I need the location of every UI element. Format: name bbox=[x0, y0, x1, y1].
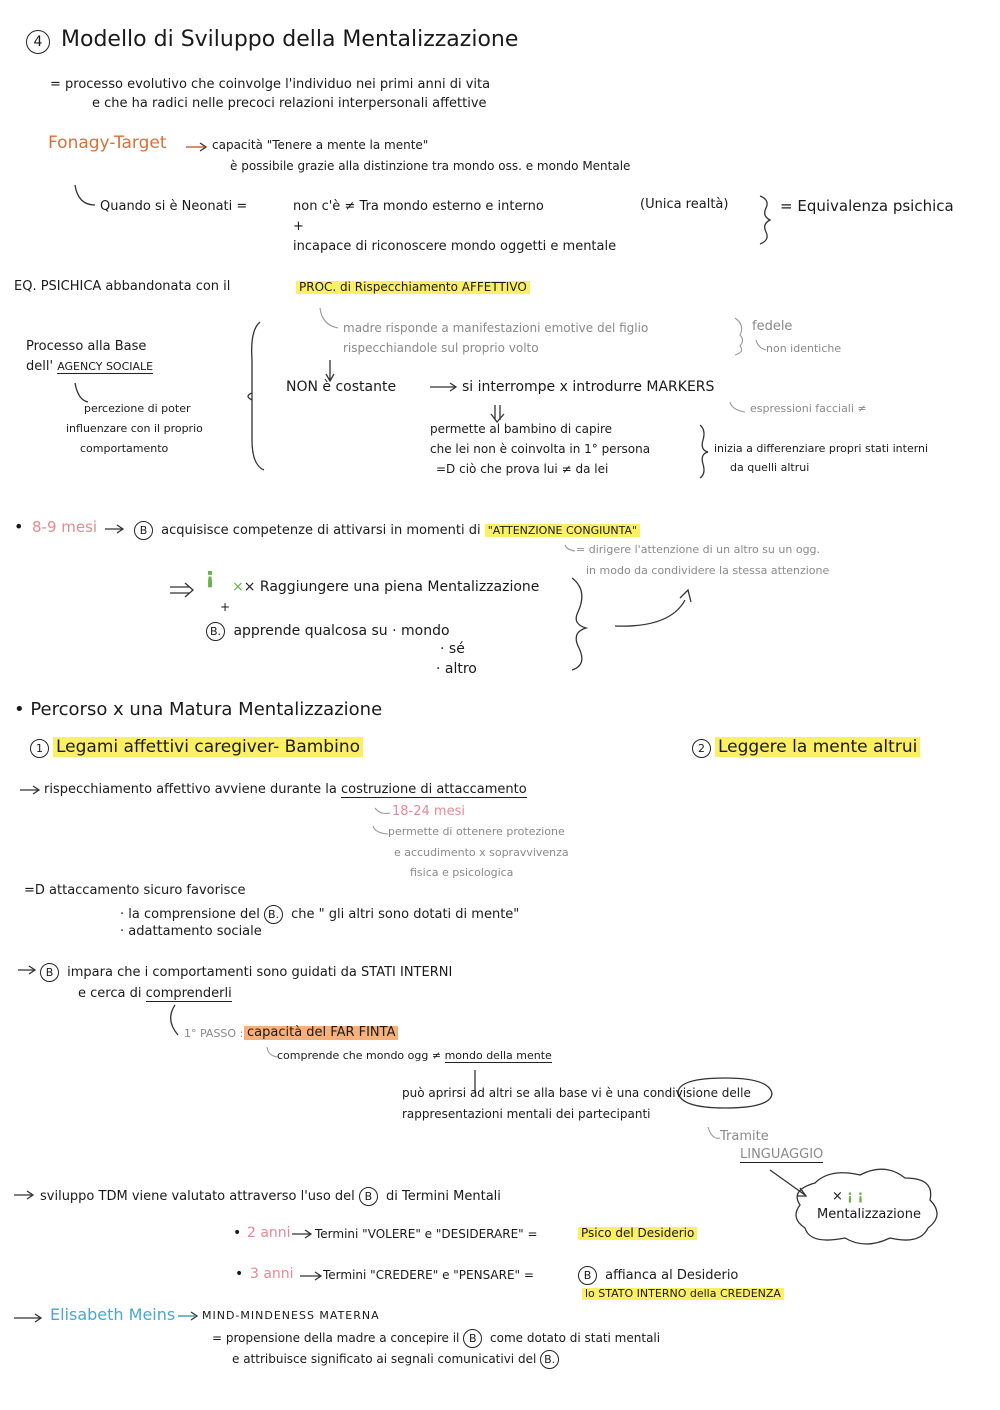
far-finta: capacità del FAR FINTA bbox=[244, 1026, 398, 1040]
linguaggio: LINGUAGGIO bbox=[740, 1147, 824, 1162]
section-heading-1 bbox=[30, 738, 363, 758]
b-circle-icon: B bbox=[134, 521, 153, 540]
agency-note-3: comportamento bbox=[80, 442, 169, 455]
sicuro-bullet-2: · adattamento sociale bbox=[120, 924, 262, 939]
section-heading-2 bbox=[692, 738, 920, 758]
mesi-apprende bbox=[206, 622, 450, 641]
primo-passo: 1° PASSO : bbox=[184, 1027, 244, 1040]
b-circle-icon: B bbox=[463, 1329, 482, 1348]
author-fonagy: Fonagy-Target bbox=[48, 133, 167, 153]
rispecchiamento-note-3: fisica e psicologica bbox=[410, 866, 514, 879]
neonati-unica: (Unica realtà) bbox=[640, 197, 729, 212]
sicuro-b1a: · la comprensione del bbox=[120, 907, 260, 922]
b-circle-icon: B. bbox=[540, 1350, 559, 1369]
agency-line-1: Processo alla Base bbox=[26, 339, 147, 354]
impara-line-1 bbox=[40, 963, 452, 982]
aprirsi-a: può aprirsi ad altri se alla base vi è una bbox=[402, 1086, 640, 1100]
impara-line-2 bbox=[78, 987, 232, 1001]
mesi-apprende-text: apprende qualcosa su · mondo bbox=[233, 623, 450, 639]
tdm-a: sviluppo TDM viene valutato attraverso l'uso del bbox=[40, 1189, 355, 1204]
permette-1: permette al bambino di capire bbox=[430, 422, 612, 436]
sicuro-bullet-1 bbox=[120, 905, 519, 924]
affianca bbox=[578, 1266, 738, 1285]
inizia-2: da quelli altrui bbox=[730, 461, 810, 474]
mesi-text bbox=[134, 521, 640, 540]
b-circle-icon: B. bbox=[206, 622, 225, 641]
b-circle-icon: B. bbox=[264, 905, 283, 924]
not-icon: ¡ ¡ bbox=[847, 1189, 864, 1204]
tdm-3-anni-text: Termini "CREDERE" e "PENSARE" = bbox=[323, 1268, 534, 1282]
not-icon: ¡ bbox=[205, 564, 216, 589]
aprirsi-c: delle bbox=[721, 1086, 751, 1100]
permette-3: =D ciò che prova lui ≠ da lei bbox=[436, 462, 609, 476]
aprirsi-b: condivisione bbox=[643, 1086, 718, 1100]
attenzione-note-1: = dirigere l'attenzione di un altro su un ogg. bbox=[576, 543, 821, 556]
impara-l2a: e cerca di bbox=[78, 986, 142, 1001]
title-text: Modello di Sviluppo della Mentalizzazione bbox=[61, 27, 519, 52]
markers-text: si interrompe x introdurre MARKERS bbox=[462, 379, 715, 395]
madre-non-identiche: non identiche bbox=[766, 342, 842, 355]
attenzione-note-2: in modo da condividere la stessa attenzione bbox=[586, 564, 830, 577]
age-18-24: 18-24 mesi bbox=[392, 804, 465, 819]
age-3-anni: 3 anni bbox=[250, 1266, 294, 1282]
neonati-plus: + bbox=[293, 219, 304, 234]
b-circle-icon: B bbox=[40, 963, 59, 982]
sicuro-b1b: che " gli altri sono dotati di mente" bbox=[291, 907, 520, 922]
tramite: Tramite bbox=[720, 1129, 769, 1144]
agency-prefix: dell' bbox=[26, 359, 54, 374]
rispecchiamento-b: costruzione di attaccamento bbox=[341, 782, 527, 797]
agency-line-2 bbox=[26, 360, 153, 374]
attenzione-congiunta: "ATTENZIONE CONGIUNTA" bbox=[485, 524, 640, 537]
rispecchiamento-note-2: e accudimento x sopravvivenza bbox=[394, 846, 569, 859]
bullet: • bbox=[14, 517, 24, 536]
madre-fedele: fedele bbox=[752, 319, 793, 334]
neonati-label: Quando si è Neonati = bbox=[100, 199, 248, 214]
comprende-a: comprende che mondo ogg ≠ bbox=[277, 1049, 442, 1062]
psico-desiderio: Psico del Desiderio bbox=[578, 1227, 697, 1240]
agency-sociale: AGENCY SOCIALE bbox=[57, 360, 154, 373]
rispecchiamento-note-1: permette di ottenere protezione bbox=[388, 825, 565, 838]
agency-note-2: influenzare con il proprio bbox=[66, 422, 203, 435]
author-meins: Elisabeth Meins bbox=[50, 1305, 176, 1324]
mesi-acquisisce: acquisisce competenze di attivarsi in momenti di bbox=[161, 523, 481, 538]
impara-l2b: comprenderli bbox=[145, 986, 232, 1001]
tdm-2-anni-text: Termini "VOLERE" e "DESIDERARE" = bbox=[315, 1227, 538, 1241]
mesi-raggiungere: ×× Raggiungere una piena Mentalizzazione bbox=[232, 579, 540, 595]
meins-l2a: e attribuisce significato ai segnali comunicativi del bbox=[232, 1352, 537, 1366]
eq-psichica-highlight: PROC. di Rispecchiamento AFFETTIVO bbox=[296, 281, 530, 294]
fonagy-line-1: capacità "Tenere a mente la mente" bbox=[212, 138, 429, 152]
tdm-line bbox=[40, 1187, 501, 1206]
definition-line-2: e che ha radici nelle precoci relazioni interpersonali affettive bbox=[92, 96, 487, 111]
impara-text: impara che i comportamenti sono guidati da STATI INTERNI bbox=[67, 965, 453, 980]
percorso-title: • Percorso x una Matura Mentalizzazione bbox=[14, 699, 383, 720]
aprirsi-line-2: rappresentazioni mentali dei partecipanti bbox=[402, 1107, 651, 1121]
espressioni-facciali: espressioni facciali ≠ bbox=[750, 402, 867, 415]
stato-credenza: lo STATO INTERNO della CREDENZA bbox=[582, 1288, 784, 1300]
b-circle-icon: B bbox=[359, 1187, 378, 1206]
mesi-se: · sé bbox=[440, 641, 465, 657]
age-8-9-mesi: 8-9 mesi bbox=[32, 518, 98, 536]
aprirsi-line-1 bbox=[402, 1087, 751, 1100]
bullet: • bbox=[233, 1225, 242, 1241]
madre-line-1: madre risponde a manifestazioni emotive del figlio bbox=[343, 321, 649, 335]
mesi-raggiungere-text: × Raggiungere una piena Mentalizzazione bbox=[243, 579, 540, 595]
permette-2: che lei non è coinvolta in 1° persona bbox=[430, 442, 651, 456]
madre-line-2: rispecchiandole sul proprio volto bbox=[343, 341, 539, 355]
neonati-incapace: incapace di riconoscere mondo oggetti e mentale bbox=[293, 239, 617, 254]
meins-line-2 bbox=[232, 1350, 563, 1369]
equivalenza-psichica: = Equivalenza psichica bbox=[780, 197, 954, 215]
rispecchiamento-text bbox=[44, 783, 527, 797]
meins-l1a: = propensione della madre a concepire il bbox=[212, 1331, 460, 1345]
heading-1-text: Legami affettivi caregiver- Bambino bbox=[53, 737, 363, 757]
heading-number-1: 1 bbox=[30, 739, 49, 758]
mind-mindeness: MIND-MINDENESS MATERNA bbox=[202, 1309, 380, 1322]
sicuro-text: =D attaccamento sicuro favorisce bbox=[24, 883, 246, 898]
affianca-text: affianca al Desiderio bbox=[605, 1268, 739, 1283]
mesi-plus: + bbox=[220, 600, 231, 614]
section-number: 4 bbox=[26, 30, 50, 54]
page-title bbox=[26, 28, 518, 54]
meins-l1b: come dotato di stati mentali bbox=[490, 1331, 661, 1345]
percorso-title-text: Percorso x una Matura Mentalizzazione bbox=[30, 699, 383, 720]
age-2-anni: 2 anni bbox=[247, 1225, 291, 1241]
rispecchiamento-a: rispecchiamento affettivo avviene durante la bbox=[44, 782, 337, 797]
comprende-text bbox=[277, 1050, 552, 1062]
heading-number-2: 2 bbox=[692, 739, 711, 758]
heading-2-text: Leggere la mente altrui bbox=[715, 737, 920, 757]
cloud-x-text: × bbox=[832, 1189, 843, 1204]
neonati-text: non c'è ≠ Tra mondo esterno e interno bbox=[293, 199, 544, 214]
non-costante: NON è costante bbox=[286, 379, 397, 395]
b-circle-icon: B bbox=[578, 1266, 597, 1285]
cloud-mentalizzazione: Mentalizzazione bbox=[817, 1207, 921, 1222]
agency-note-1: percezione di poter bbox=[84, 402, 191, 415]
cloud-x bbox=[832, 1190, 863, 1204]
meins-line-1 bbox=[212, 1329, 660, 1348]
bullet: • bbox=[235, 1266, 244, 1282]
comprende-b: mondo della mente bbox=[444, 1049, 552, 1062]
definition-line-1: = processo evolutivo che coinvolge l'individuo nei primi anni di vita bbox=[50, 77, 491, 92]
inizia-1: inizia a differenziare propri stati interni bbox=[714, 442, 929, 455]
eq-psichica-text: EQ. PSICHICA abbandonata con il bbox=[14, 279, 231, 294]
fonagy-line-2: è possibile grazie alla distinzione tra mondo oss. e mondo Mentale bbox=[230, 159, 631, 173]
tdm-b: di Termini Mentali bbox=[386, 1189, 501, 1204]
mesi-altro: · altro bbox=[436, 661, 477, 677]
